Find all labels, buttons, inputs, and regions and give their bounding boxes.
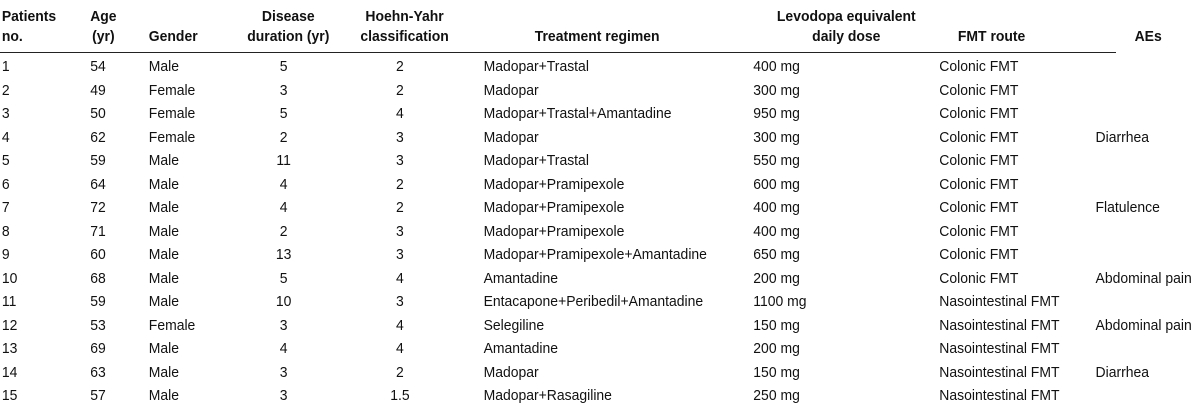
cell-fmt-route: Nasointestinal FMT [939,340,1060,357]
cell-hoehn-yahr: 2 [396,81,404,99]
cell-patient-no: 10 [1,269,18,287]
cell-levodopa-dose: 400 mg [753,199,800,216]
cell-age: 60 [90,246,106,263]
cell-treatment-regimen: Selegiline [483,316,545,334]
cell-patient-no: 5 [1,152,10,169]
cell-disease-duration: 2 [279,128,288,146]
cell-treatment-regimen: Amantadine [483,340,559,357]
cell-aes: Flatulence [1095,199,1160,216]
cell-age: 54 [90,58,106,75]
header-line: no. [1,28,23,45]
cell-levodopa-dose: 400 mg [753,58,800,75]
cell-hoehn-yahr: 3 [396,152,404,169]
header-line: daily dose [812,28,881,45]
cell-age: 68 [90,269,106,287]
cell-patient-no: 15 [1,387,18,404]
cell-treatment-regimen: Madopar [483,363,539,381]
table-row [0,314,1192,338]
cell-aes: Abdominal pain [1095,269,1192,287]
table-row [0,79,1116,103]
cell-levodopa-dose: 300 mg [753,81,800,99]
cell-disease-duration: 10 [275,293,292,310]
cell-treatment-regimen: Madopar+Trastal+Amantadine [483,105,672,122]
cell-fmt-route: Colonic FMT [939,105,1019,122]
header-fmt-route [958,27,1025,47]
table-row [0,267,1192,291]
cell-disease-duration: 5 [279,269,288,287]
cell-disease-duration: 4 [279,199,288,216]
table-row [0,102,1116,126]
table-body [0,55,1192,408]
cell-levodopa-dose: 150 mg [753,363,800,381]
cell-age: 53 [90,316,106,334]
cell-age: 49 [90,81,106,99]
cell-gender: Male [148,222,180,240]
cell-disease-duration: 3 [279,316,288,334]
cell-patient-no: 14 [1,363,18,381]
cell-age: 64 [90,175,106,193]
cell-hoehn-yahr: 4 [396,340,404,357]
cell-treatment-regimen: Madopar [483,81,539,99]
cell-patient-no: 6 [1,175,10,193]
cell-age: 69 [90,340,106,357]
table-row [0,126,1150,150]
cell-age: 59 [90,293,106,310]
cell-gender: Male [148,152,180,169]
cell-fmt-route: Colonic FMT [939,58,1019,75]
header-line: (yr) [92,28,115,45]
cell-levodopa-dose: 550 mg [753,152,800,169]
cell-patient-no: 12 [1,316,18,334]
cell-hoehn-yahr: 2 [396,199,404,216]
header-hoehn-yahr [353,7,455,47]
cell-fmt-route: Colonic FMT [939,81,1019,99]
cell-levodopa-dose: 650 mg [753,246,800,263]
cell-patient-no: 1 [1,58,10,75]
cell-gender: Male [148,293,180,310]
cell-gender: Female [148,81,196,99]
cell-fmt-route: Nasointestinal FMT [939,293,1060,310]
cell-levodopa-dose: 400 mg [753,222,800,240]
header-line: Hoehn-Yahr [365,8,444,25]
cell-disease-duration: 4 [279,175,288,193]
cell-fmt-route: Colonic FMT [939,222,1019,240]
cell-age: 63 [90,363,106,381]
cell-disease-duration: 5 [279,105,288,122]
cell-hoehn-yahr: 3 [396,128,404,146]
cell-hoehn-yahr: 1.5 [390,387,410,404]
cell-hoehn-yahr: 3 [396,222,404,240]
cell-patient-no: 3 [1,105,10,122]
cell-age: 57 [90,387,106,404]
cell-gender: Female [148,128,196,146]
cell-gender: Male [148,269,180,287]
cell-fmt-route: Colonic FMT [939,199,1019,216]
cell-disease-duration: 2 [279,222,288,240]
cell-treatment-regimen: Madopar+Pramipexole [483,199,625,216]
cell-patient-no: 7 [1,199,10,216]
table-row [0,149,1116,173]
cell-hoehn-yahr: 3 [396,293,404,310]
cell-fmt-route: Colonic FMT [939,152,1019,169]
cell-patient-no: 2 [1,81,10,99]
header-treatment-regimen [535,27,660,47]
cell-gender: Male [148,58,180,75]
cell-disease-duration: 13 [275,246,292,263]
cell-levodopa-dose: 950 mg [753,105,800,122]
cell-gender: Male [148,340,180,357]
cell-hoehn-yahr: 2 [396,58,404,75]
header-line: Patients [1,8,57,25]
header-age [90,7,116,47]
cell-fmt-route: Nasointestinal FMT [939,316,1060,334]
cell-patient-no: 9 [1,246,10,263]
header-line: FMT route [957,28,1026,45]
cell-treatment-regimen: Amantadine [483,269,559,287]
cell-treatment-regimen: Madopar+Pramipexole [483,222,625,240]
cell-gender: Male [148,246,180,263]
cell-levodopa-dose: 600 mg [753,175,800,193]
cell-age: 72 [90,199,106,216]
cell-hoehn-yahr: 4 [396,105,404,122]
cell-fmt-route: Colonic FMT [939,246,1019,263]
header-line: Treatment regimen [534,28,660,45]
cell-fmt-route: Colonic FMT [939,175,1019,193]
cell-patient-no: 8 [1,222,10,240]
table-row [0,337,1116,361]
cell-disease-duration: 3 [279,387,288,404]
cell-age: 71 [90,222,106,240]
cell-hoehn-yahr: 3 [396,246,404,263]
cell-age: 50 [90,105,106,122]
cell-treatment-regimen: Madopar [483,128,539,146]
cell-levodopa-dose: 1100 mg [753,293,807,310]
header-line: AEs [1134,28,1162,45]
cell-levodopa-dose: 200 mg [753,269,800,287]
cell-disease-duration: 3 [279,363,288,381]
table-row [0,173,1116,197]
header-line: Age [90,8,117,25]
cell-disease-duration: 4 [279,340,288,357]
cell-patient-no: 11 [1,293,17,310]
cell-treatment-regimen: Madopar+Pramipexole [483,175,625,193]
header-levodopa-dose [753,7,939,47]
table-row [0,55,1116,79]
cell-fmt-route: Colonic FMT [939,128,1019,146]
cell-disease-duration: 3 [279,81,288,99]
cell-age: 59 [90,152,106,169]
cell-gender: Male [148,363,180,381]
cell-treatment-regimen: Madopar+Rasagiline [483,387,612,404]
cell-aes: Diarrhea [1095,363,1150,381]
cell-hoehn-yahr: 2 [396,175,404,193]
cell-patient-no: 13 [1,340,18,357]
table-row [0,361,1150,385]
cell-gender: Male [148,199,180,216]
header-line: classification [360,28,449,45]
cell-treatment-regimen: Madopar+Trastal [483,58,589,75]
cell-treatment-regimen: Entacapone+Peribedil+Amantadine [483,293,704,310]
cell-gender: Male [148,387,180,404]
cell-levodopa-dose: 250 mg [753,387,800,404]
cell-aes: Abdominal pain [1095,316,1192,334]
header-disease-duration [237,7,339,47]
header-line: Disease [261,8,315,25]
cell-fmt-route: Colonic FMT [939,269,1019,287]
table-header [0,0,1162,53]
table-row [0,196,1160,220]
cell-hoehn-yahr: 4 [396,316,404,334]
table-row [0,243,1116,267]
cell-levodopa-dose: 200 mg [753,340,800,357]
header-line: Gender [148,28,198,45]
cell-age: 62 [90,128,106,146]
cell-fmt-route: Nasointestinal FMT [939,387,1060,404]
header-patients-no [2,7,56,47]
table-row [0,384,1116,408]
table-row [0,290,1116,314]
cell-patient-no: 4 [1,128,10,146]
cell-treatment-regimen: Madopar+Pramipexole+Amantadine [483,246,707,263]
header-aes [1135,27,1162,47]
cell-levodopa-dose: 300 mg [753,128,800,146]
table-row [0,220,1116,244]
cell-gender: Male [148,175,180,193]
cell-treatment-regimen: Madopar+Trastal [483,152,589,169]
cell-disease-duration: 5 [279,58,288,75]
header-line: Levodopa equivalent [776,8,916,25]
cell-disease-duration: 11 [276,152,291,169]
cell-gender: Female [148,105,196,122]
cell-hoehn-yahr: 4 [396,269,404,287]
cell-aes: Diarrhea [1095,128,1150,146]
cell-fmt-route: Nasointestinal FMT [939,363,1060,381]
header-gender [149,27,198,47]
cell-hoehn-yahr: 2 [396,363,404,381]
cell-gender: Female [148,316,196,334]
cell-levodopa-dose: 150 mg [753,316,800,334]
header-line: duration (yr) [247,28,330,45]
